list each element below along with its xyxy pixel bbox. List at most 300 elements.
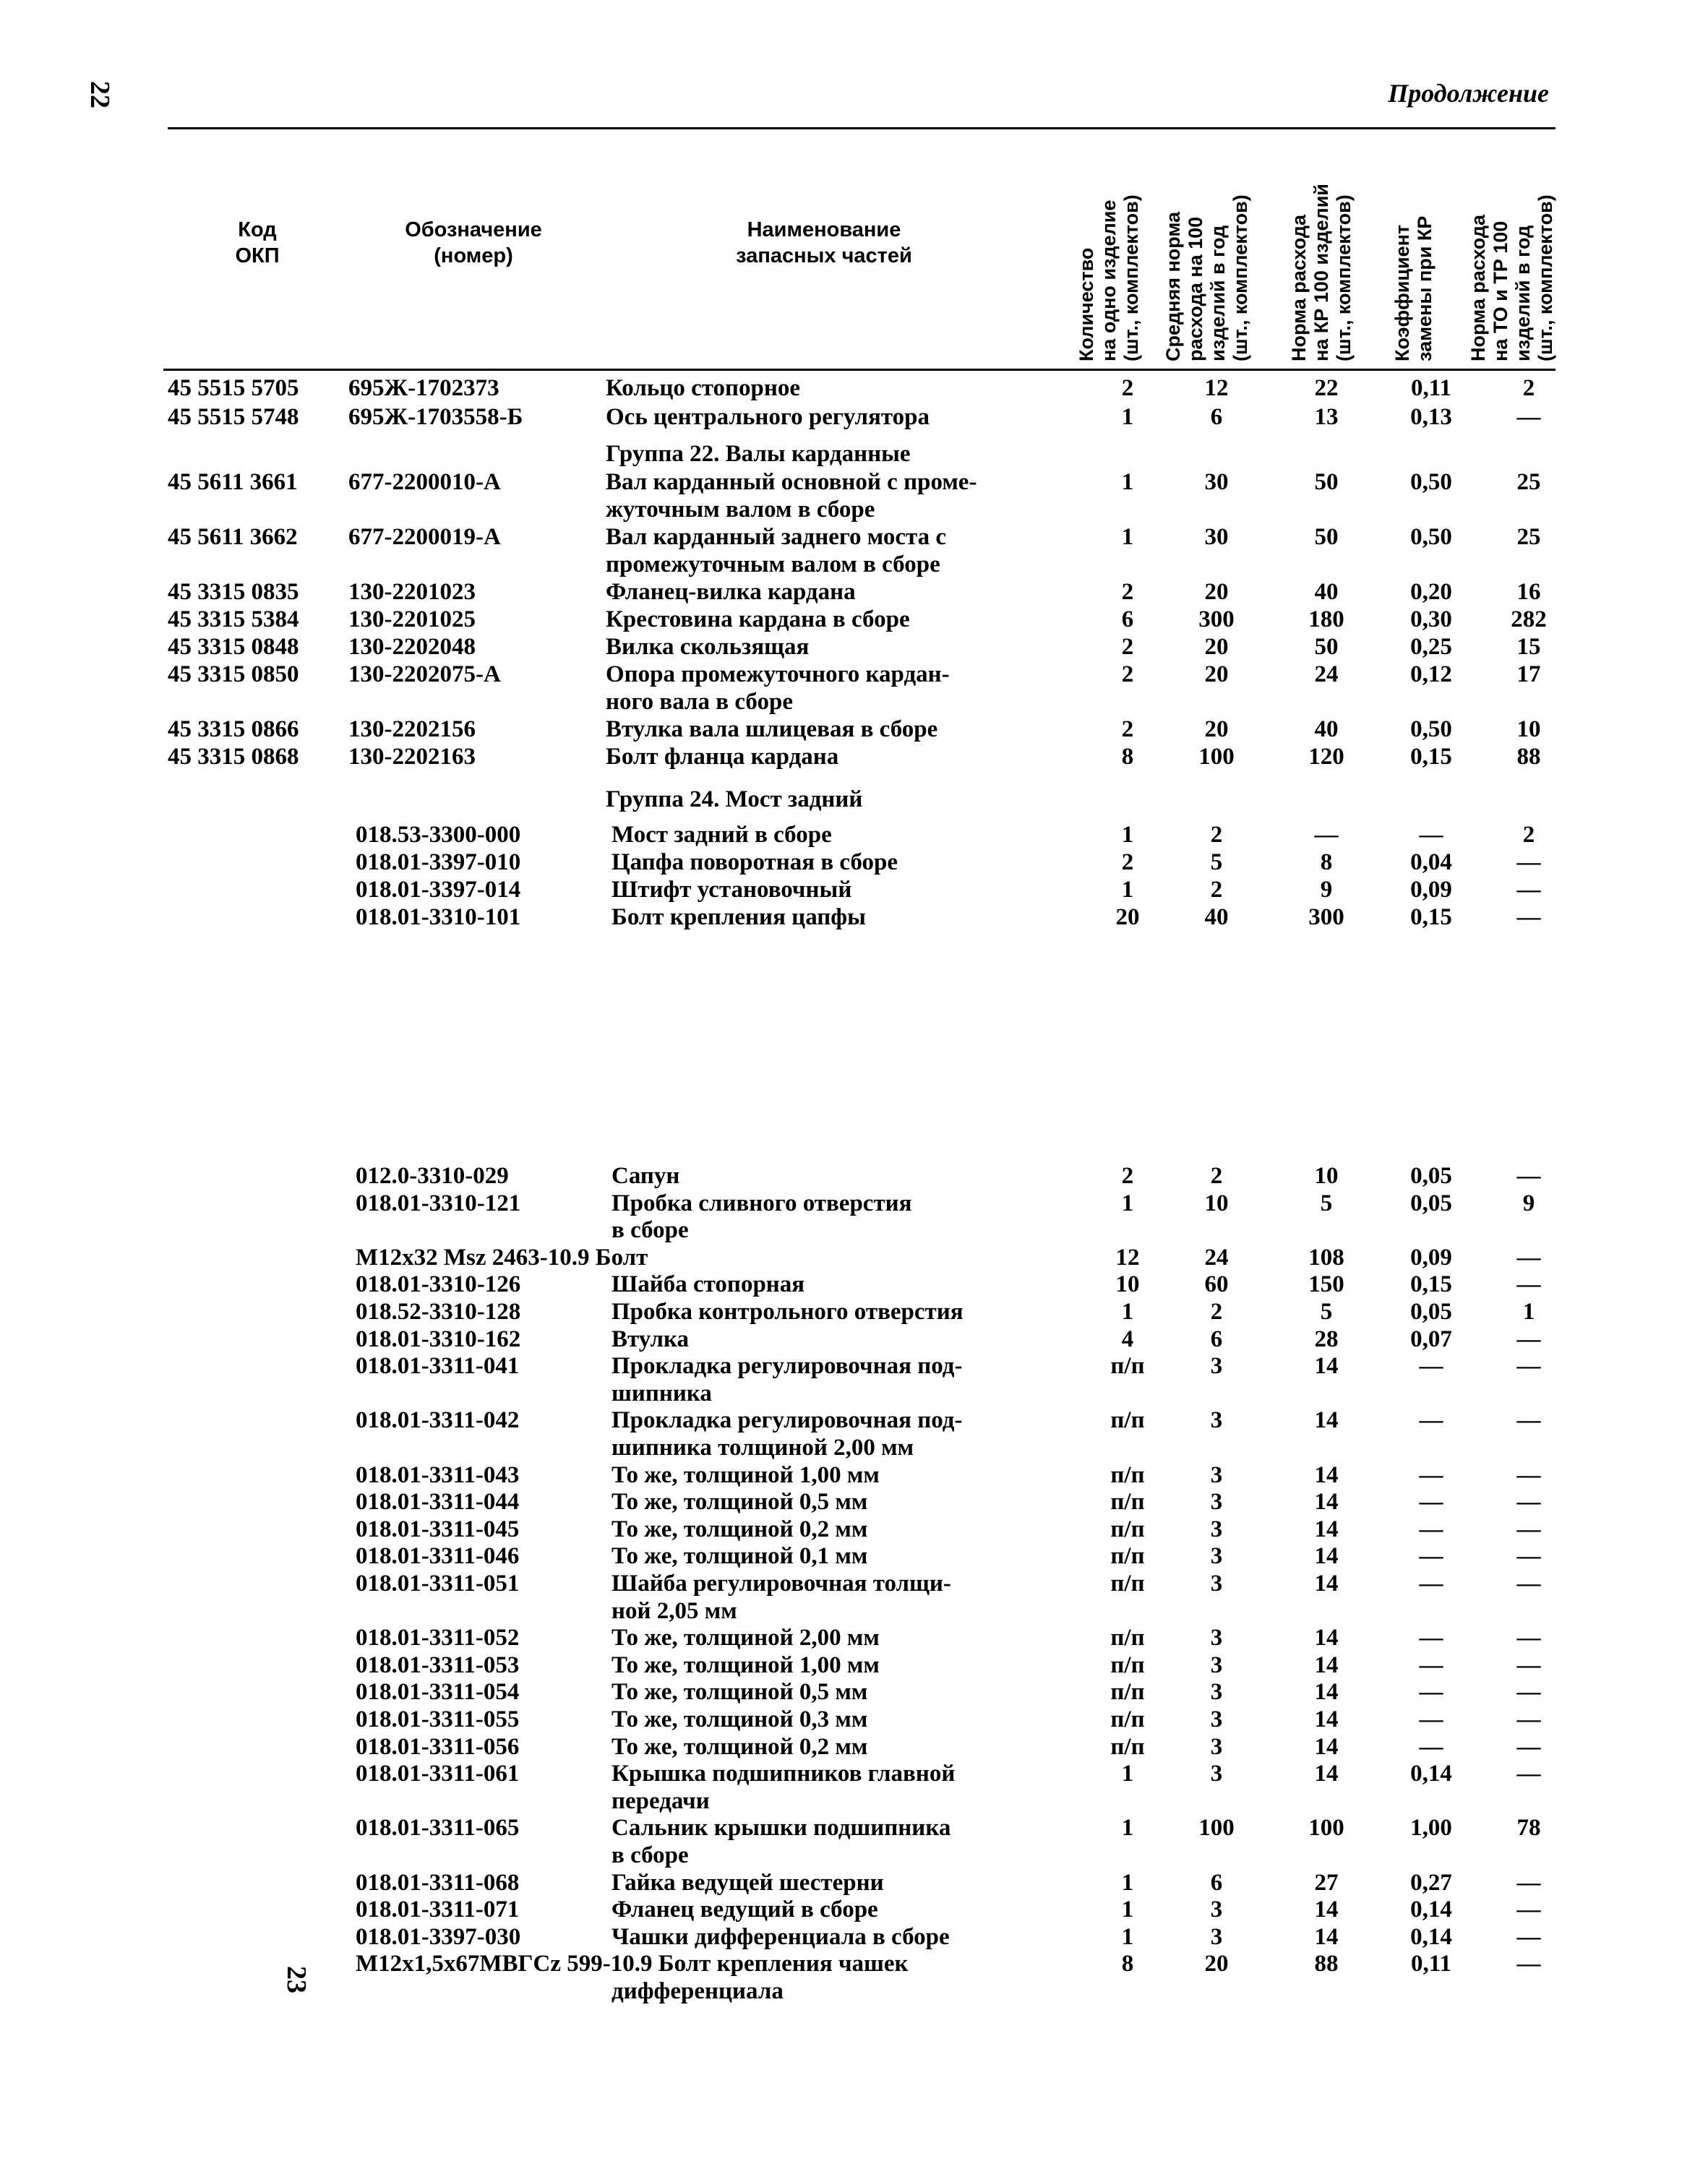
table-row-continuation xyxy=(0,1842,1708,1871)
part-name-continued: в сборе xyxy=(611,1842,689,1868)
qty-per-unit: п/п xyxy=(1110,1571,1145,1597)
to-norm: — xyxy=(1516,1244,1541,1271)
table-row-continuation xyxy=(0,1216,1708,1245)
qty-per-unit: 8 xyxy=(1121,744,1134,770)
avg-norm: 6 xyxy=(1210,404,1223,430)
replacement-coef: — xyxy=(1419,1733,1443,1760)
part-name: Штифт установочный xyxy=(611,877,852,903)
to-norm: 2 xyxy=(1522,822,1535,848)
to-norm: — xyxy=(1516,1733,1541,1760)
avg-norm: 3 xyxy=(1210,1571,1223,1597)
replacement-coef: 0,11 xyxy=(1411,375,1451,401)
header-to-line1: Норма расхода xyxy=(1467,214,1489,361)
kr-norm: 14 xyxy=(1314,1407,1339,1434)
avg-norm: 3 xyxy=(1210,1923,1223,1950)
kr-norm: 180 xyxy=(1308,606,1344,632)
designation: 677-2200010-А xyxy=(348,469,501,495)
qty-per-unit: 1 xyxy=(1121,469,1134,495)
part-name: Кольцо стопорное xyxy=(606,375,801,401)
table-row xyxy=(0,661,1708,690)
qty-per-unit: 20 xyxy=(1115,904,1140,930)
table-row xyxy=(0,1950,1708,1979)
part-name-continued: в сборе xyxy=(611,1217,689,1244)
qty-per-unit: п/п xyxy=(1110,1543,1145,1570)
qty-per-unit: п/п xyxy=(1110,1706,1145,1732)
header-name-line2: запасных частей xyxy=(736,244,912,267)
kr-norm: 5 xyxy=(1320,1190,1333,1216)
designation: 018.52-3310-128 xyxy=(356,1299,521,1325)
kr-norm: 14 xyxy=(1314,1353,1339,1380)
to-norm: 17 xyxy=(1516,661,1541,687)
part-name: То же, толщиной 0,5 мм xyxy=(611,1489,868,1516)
okp-code: 45 5515 5748 xyxy=(168,404,299,430)
table-row-continuation xyxy=(0,551,1708,580)
avg-norm: 20 xyxy=(1204,716,1229,742)
table-row xyxy=(0,1869,1708,1898)
part-name: Втулка xyxy=(611,1326,689,1352)
part-name-continued: шипника толщиной 2,00 мм xyxy=(611,1435,914,1461)
replacement-coef: — xyxy=(1419,1353,1443,1380)
avg-norm: 20 xyxy=(1204,661,1229,687)
replacement-coef: 0,04 xyxy=(1410,849,1452,875)
to-norm: — xyxy=(1516,1543,1541,1570)
header-to-line4: (шт., комплектов) xyxy=(1535,194,1556,361)
avg-norm: 3 xyxy=(1210,1733,1223,1760)
header-to-line3: изделий в год xyxy=(1512,225,1534,361)
part-name: То же, толщиной 0,2 мм xyxy=(611,1516,868,1542)
table-row xyxy=(0,849,1708,877)
to-norm: 9 xyxy=(1522,1190,1535,1216)
replacement-coef: 0,15 xyxy=(1410,1271,1452,1298)
header-avg-norm xyxy=(1162,130,1252,361)
table-row xyxy=(0,374,1708,403)
header-to-norm xyxy=(1467,130,1557,361)
header-rule xyxy=(163,369,1555,371)
replacement-coef: 0,14 xyxy=(1410,1923,1452,1950)
designation: 130-2201023 xyxy=(348,579,476,605)
table-row xyxy=(0,1162,1708,1191)
part-name: Пробка сливного отверстия xyxy=(611,1190,912,1216)
replacement-coef: 0,13 xyxy=(1410,404,1452,430)
part-name: То же, толщиной 0,3 мм xyxy=(611,1706,868,1732)
designation: M12x1,5x67MBГCz 599-10.9 Болт крепления чашек xyxy=(356,1951,909,1977)
table-row xyxy=(0,1244,1708,1273)
qty-per-unit: 2 xyxy=(1121,661,1134,687)
qty-per-unit: 2 xyxy=(1121,375,1134,401)
table-row xyxy=(0,1678,1708,1707)
part-name: То же, толщиной 0,5 мм xyxy=(611,1679,868,1706)
to-norm: — xyxy=(1516,404,1541,430)
avg-norm: 2 xyxy=(1210,1299,1223,1325)
avg-norm: 3 xyxy=(1210,1625,1223,1652)
table-row-continuation xyxy=(0,496,1708,525)
to-norm: — xyxy=(1516,904,1541,930)
designation: 130-2202156 xyxy=(348,716,476,742)
part-name: Опора промежуточного кардан- xyxy=(606,661,950,687)
qty-per-unit: п/п xyxy=(1110,1407,1145,1434)
table-row-continuation xyxy=(0,1977,1708,2006)
header-kr-line2: на КР 100 изделий xyxy=(1310,184,1332,361)
designation: 018.01-3310-126 xyxy=(356,1271,521,1298)
header-avg-line1: Средняя норма xyxy=(1162,211,1184,361)
header-designation xyxy=(383,217,564,269)
to-norm: 25 xyxy=(1516,524,1541,550)
replacement-coef: 0,27 xyxy=(1410,1869,1452,1896)
part-name-continued: ного вала в сборе xyxy=(606,689,793,715)
header-avg-line2: расхода на 100 xyxy=(1185,216,1206,361)
replacement-coef: — xyxy=(1419,1461,1443,1488)
qty-per-unit: 6 xyxy=(1121,606,1134,632)
table-row-continuation xyxy=(0,1380,1708,1409)
top-rule xyxy=(168,127,1555,129)
part-name-continued: шипника xyxy=(611,1380,712,1406)
kr-norm: 100 xyxy=(1308,1815,1344,1842)
part-name: То же, толщиной 1,00 мм xyxy=(611,1652,880,1678)
kr-norm: 9 xyxy=(1320,877,1333,903)
to-norm: — xyxy=(1516,1407,1541,1434)
replacement-coef: 0,30 xyxy=(1410,606,1452,632)
to-norm: — xyxy=(1516,1326,1541,1352)
replacement-coef: — xyxy=(1419,822,1443,848)
part-name: Вилка скользящая xyxy=(606,634,810,660)
part-name: Фланец-вилка кардана xyxy=(606,579,856,605)
header-coef xyxy=(1391,130,1436,361)
designation: 018.01-3397-010 xyxy=(356,849,521,875)
table-row xyxy=(0,1516,1708,1545)
kr-norm: 50 xyxy=(1314,469,1339,495)
kr-norm: 13 xyxy=(1314,404,1339,430)
to-norm: 15 xyxy=(1516,634,1541,660)
replacement-coef: 0,05 xyxy=(1410,1299,1452,1325)
kr-norm: 14 xyxy=(1314,1652,1339,1678)
replacement-coef: 1,00 xyxy=(1410,1815,1452,1842)
qty-per-unit: 2 xyxy=(1121,716,1134,742)
part-name-continued: жуточным валом в сборе xyxy=(606,497,875,523)
table-row xyxy=(0,1406,1708,1435)
okp-code: 45 3315 0868 xyxy=(168,744,299,770)
header-coef-line2: замены при КР xyxy=(1414,215,1436,361)
kr-norm: 22 xyxy=(1314,375,1339,401)
page-number-bottom: 23 xyxy=(281,1966,312,1993)
avg-norm: 3 xyxy=(1210,1543,1223,1570)
avg-norm: 3 xyxy=(1210,1461,1223,1488)
avg-norm: 5 xyxy=(1210,849,1223,875)
part-name: Цапфа поворотная в сборе xyxy=(611,849,898,875)
replacement-coef: — xyxy=(1419,1679,1443,1706)
kr-norm: 8 xyxy=(1320,849,1333,875)
part-name: Крестовина кардана в сборе xyxy=(606,606,910,632)
to-norm: 2 xyxy=(1522,375,1535,401)
designation: 018.01-3311-043 xyxy=(356,1461,520,1488)
part-name: То же, толщиной 1,00 мм xyxy=(611,1461,880,1488)
qty-per-unit: 12 xyxy=(1115,1244,1140,1271)
to-norm: — xyxy=(1516,1679,1541,1706)
replacement-coef: — xyxy=(1419,1516,1443,1542)
qty-per-unit: 1 xyxy=(1121,1190,1134,1216)
table-row xyxy=(0,1326,1708,1354)
avg-norm: 20 xyxy=(1204,634,1229,660)
table-row xyxy=(0,743,1708,772)
designation: 018.01-3311-045 xyxy=(356,1516,520,1542)
avg-norm: 3 xyxy=(1210,1897,1223,1923)
table-row xyxy=(0,523,1708,552)
designation: 012.0-3310-029 xyxy=(356,1163,509,1189)
replacement-coef: 0,09 xyxy=(1410,877,1452,903)
avg-norm: 24 xyxy=(1204,1244,1229,1271)
table-row xyxy=(0,468,1708,497)
table-row xyxy=(0,1461,1708,1490)
table-row xyxy=(0,876,1708,905)
part-name: Прокладка регулировочная под- xyxy=(611,1353,963,1380)
part-name: Мост задний в сборе xyxy=(611,822,832,848)
kr-norm: 14 xyxy=(1314,1516,1339,1542)
header-name xyxy=(716,217,932,269)
qty-per-unit: 1 xyxy=(1121,1869,1134,1896)
kr-norm: 5 xyxy=(1320,1299,1333,1325)
qty-per-unit: 4 xyxy=(1121,1326,1134,1352)
designation: 130-2202048 xyxy=(348,634,476,660)
part-name: Прокладка регулировочная под- xyxy=(611,1407,963,1434)
avg-norm: 3 xyxy=(1210,1407,1223,1434)
header-kr-line1: Норма расхода xyxy=(1288,214,1310,361)
to-norm: — xyxy=(1516,1706,1541,1732)
designation: 130-2201025 xyxy=(348,606,476,632)
replacement-coef: 0,15 xyxy=(1410,744,1452,770)
designation: 018.01-3310-101 xyxy=(356,904,521,930)
header-kr-norm xyxy=(1288,130,1355,361)
okp-code: 45 5611 3661 xyxy=(168,469,298,495)
avg-norm: 6 xyxy=(1210,1869,1223,1896)
qty-per-unit: 1 xyxy=(1121,1761,1134,1787)
designation: 018.01-3311-042 xyxy=(356,1407,520,1434)
part-name: То же, толщиной 0,1 мм xyxy=(611,1543,868,1570)
header-designation-line2: (номер) xyxy=(434,244,513,267)
to-norm: — xyxy=(1516,1271,1541,1298)
to-norm: — xyxy=(1516,1897,1541,1923)
header-coef-line1: Коэффициент xyxy=(1391,224,1413,361)
header-qty-line3: (шт., комплектов) xyxy=(1120,194,1142,361)
part-name-continued: дифференциала xyxy=(611,1978,784,2004)
qty-per-unit: п/п xyxy=(1110,1679,1145,1706)
replacement-coef: 0,07 xyxy=(1410,1326,1452,1352)
table-row xyxy=(0,1624,1708,1653)
kr-norm: 14 xyxy=(1314,1923,1339,1950)
to-norm: — xyxy=(1516,849,1541,875)
table-row-continuation xyxy=(0,688,1708,717)
header-designation-line1: Обозначение xyxy=(405,218,542,241)
table-row xyxy=(0,1542,1708,1571)
table-row-continuation xyxy=(0,1787,1708,1816)
avg-norm: 12 xyxy=(1204,375,1229,401)
replacement-coef: — xyxy=(1419,1407,1443,1434)
designation: 018.01-3397-014 xyxy=(356,877,521,903)
qty-per-unit: 1 xyxy=(1121,877,1134,903)
page-number-top: 22 xyxy=(85,81,115,108)
header-to-line2: на ТО и ТР 100 xyxy=(1490,220,1511,361)
kr-norm: 14 xyxy=(1314,1489,1339,1516)
designation: 018.01-3397-030 xyxy=(356,1923,521,1950)
part-name: Сапун xyxy=(611,1163,680,1189)
table-row-continuation xyxy=(0,1597,1708,1626)
kr-norm: 14 xyxy=(1314,1761,1339,1787)
part-name: Шайба стопорная xyxy=(611,1271,805,1298)
table-row-continuation xyxy=(0,1434,1708,1463)
to-norm: — xyxy=(1516,877,1541,903)
part-name: Шайба регулировочная толщи- xyxy=(611,1571,951,1597)
qty-per-unit: 1 xyxy=(1121,1923,1134,1950)
table-row xyxy=(0,903,1708,932)
avg-norm: 40 xyxy=(1204,904,1229,930)
header-name-line1: Наименование xyxy=(747,218,901,241)
designation: 130-2202075-А xyxy=(348,661,501,687)
designation: 018.01-3311-053 xyxy=(356,1652,520,1678)
kr-norm: 120 xyxy=(1308,744,1344,770)
table-row xyxy=(0,633,1708,662)
table-row xyxy=(0,821,1708,850)
to-norm: 10 xyxy=(1516,716,1541,742)
replacement-coef: 0,05 xyxy=(1410,1190,1452,1216)
designation: 018.01-3311-061 xyxy=(356,1761,520,1787)
avg-norm: 3 xyxy=(1210,1679,1223,1706)
table-row xyxy=(0,1570,1708,1599)
table-row xyxy=(0,1298,1708,1327)
qty-per-unit: п/п xyxy=(1110,1652,1145,1678)
designation: M12x32 Msz 2463-10.9 Болт xyxy=(356,1244,648,1271)
okp-code: 45 3315 0835 xyxy=(168,579,299,605)
to-norm: 78 xyxy=(1516,1815,1541,1842)
designation: 018.01-3310-162 xyxy=(356,1326,521,1352)
group-24-title: Группа 24. Мост задний xyxy=(606,786,863,812)
replacement-coef: — xyxy=(1419,1706,1443,1732)
to-norm: — xyxy=(1516,1652,1541,1678)
qty-per-unit: п/п xyxy=(1110,1625,1145,1652)
avg-norm: 6 xyxy=(1210,1326,1223,1352)
replacement-coef: 0,11 xyxy=(1411,1951,1451,1977)
to-norm: — xyxy=(1516,1951,1541,1977)
header-qty-per-unit xyxy=(1076,130,1143,361)
kr-norm: 14 xyxy=(1314,1571,1339,1597)
table-row xyxy=(0,1488,1708,1517)
header-kr-line3: (шт., комплектов) xyxy=(1333,194,1355,361)
replacement-coef: 0,15 xyxy=(1410,904,1452,930)
group-22-title: Группа 22. Валы карданные xyxy=(606,441,911,467)
qty-per-unit: 1 xyxy=(1121,1815,1134,1842)
avg-norm: 3 xyxy=(1210,1706,1223,1732)
kr-norm: 300 xyxy=(1308,904,1344,930)
avg-norm: 3 xyxy=(1210,1652,1223,1678)
replacement-coef: 0,05 xyxy=(1410,1163,1452,1189)
to-norm: 25 xyxy=(1516,469,1541,495)
designation: 018.01-3311-051 xyxy=(356,1571,520,1597)
part-name: То же, толщиной 2,00 мм xyxy=(611,1625,880,1652)
table-row xyxy=(0,1190,1708,1219)
kr-norm: 14 xyxy=(1314,1543,1339,1570)
to-norm: — xyxy=(1516,1353,1541,1380)
designation: 018.01-3311-054 xyxy=(356,1679,520,1706)
designation: 018.01-3311-052 xyxy=(356,1625,520,1652)
replacement-coef: 0,14 xyxy=(1410,1761,1452,1787)
avg-norm: 3 xyxy=(1210,1353,1223,1380)
part-name: Сальник крышки подшипника xyxy=(611,1815,951,1842)
table-row xyxy=(0,403,1708,432)
part-name: Гайка ведущей шестерни xyxy=(611,1869,884,1896)
replacement-coef: 0,50 xyxy=(1410,469,1452,495)
replacement-coef: — xyxy=(1419,1625,1443,1652)
replacement-coef: 0,09 xyxy=(1410,1244,1452,1271)
replacement-coef: — xyxy=(1419,1571,1443,1597)
kr-norm: 14 xyxy=(1314,1679,1339,1706)
to-norm: — xyxy=(1516,1869,1541,1896)
to-norm: — xyxy=(1516,1489,1541,1516)
table-row xyxy=(0,606,1708,635)
table-row xyxy=(0,1733,1708,1762)
qty-per-unit: 1 xyxy=(1121,1897,1134,1923)
replacement-coef: 0,25 xyxy=(1410,634,1452,660)
kr-norm: 50 xyxy=(1314,634,1339,660)
table-row xyxy=(0,1814,1708,1843)
designation: 018.01-3311-071 xyxy=(356,1897,520,1923)
table-row xyxy=(0,1896,1708,1925)
qty-per-unit: п/п xyxy=(1110,1516,1145,1542)
avg-norm: 2 xyxy=(1210,877,1223,903)
replacement-coef: — xyxy=(1419,1489,1443,1516)
part-name: То же, толщиной 0,2 мм xyxy=(611,1733,868,1760)
header-okp xyxy=(207,217,308,269)
kr-norm: 10 xyxy=(1314,1163,1339,1189)
part-name: Крышка подшипников главной xyxy=(611,1761,956,1787)
header-qty-line1: Количество xyxy=(1076,247,1097,361)
qty-per-unit: п/п xyxy=(1110,1733,1145,1760)
header-okp-line1: Код xyxy=(238,218,277,241)
designation: 695Ж-1702373 xyxy=(348,375,499,401)
part-name-continued: промежуточным валом в сборе xyxy=(606,551,940,577)
replacement-coef: 0,50 xyxy=(1410,524,1452,550)
kr-norm: 24 xyxy=(1314,661,1339,687)
okp-code: 45 3315 0850 xyxy=(168,661,299,687)
replacement-coef: 0,14 xyxy=(1410,1897,1452,1923)
okp-code: 45 5611 3662 xyxy=(168,524,298,550)
table-row xyxy=(0,1706,1708,1735)
kr-norm: 28 xyxy=(1314,1326,1339,1352)
to-norm: 16 xyxy=(1516,579,1541,605)
qty-per-unit: 1 xyxy=(1121,524,1134,550)
kr-norm: 14 xyxy=(1314,1897,1339,1923)
designation: 018.01-3311-068 xyxy=(356,1869,520,1896)
continuation-label: Продолжение xyxy=(1388,79,1549,108)
designation: 018.01-3311-044 xyxy=(356,1489,520,1516)
okp-code: 45 5515 5705 xyxy=(168,375,299,401)
replacement-coef: — xyxy=(1419,1652,1443,1678)
kr-norm: 50 xyxy=(1314,524,1339,550)
avg-norm: 2 xyxy=(1210,822,1223,848)
part-name: Ось центрального регулятора xyxy=(606,404,930,430)
kr-norm: 40 xyxy=(1314,579,1339,605)
part-name: Вал карданный заднего моста с xyxy=(606,524,946,550)
kr-norm: 14 xyxy=(1314,1461,1339,1488)
header-avg-line4: (шт., комплектов) xyxy=(1229,194,1251,361)
to-norm: 282 xyxy=(1511,606,1547,632)
designation: 018.01-3311-041 xyxy=(356,1353,520,1380)
qty-per-unit: п/п xyxy=(1110,1461,1145,1488)
kr-norm: 40 xyxy=(1314,716,1339,742)
kr-norm: 14 xyxy=(1314,1625,1339,1652)
avg-norm: 3 xyxy=(1210,1761,1223,1787)
header-qty-line2: на одно изделие xyxy=(1098,199,1120,361)
kr-norm: 108 xyxy=(1308,1244,1344,1271)
to-norm: — xyxy=(1516,1761,1541,1787)
kr-norm: 14 xyxy=(1314,1733,1339,1760)
avg-norm: 20 xyxy=(1204,579,1229,605)
